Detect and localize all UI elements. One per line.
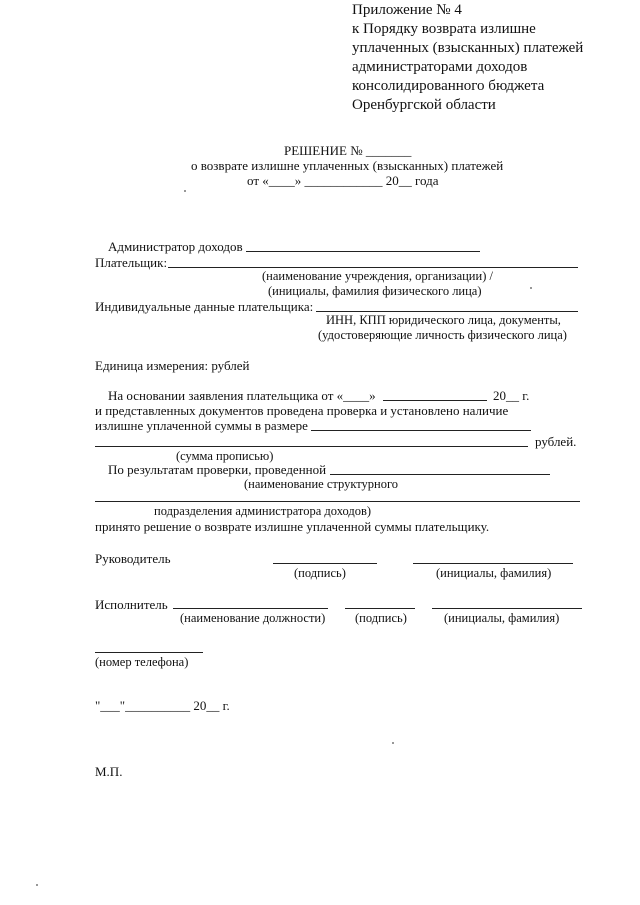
executor-initials-line[interactable] <box>432 608 582 609</box>
decision-subtitle: о возврате излишне уплаченных (взысканных) платежей <box>191 158 504 173</box>
admin-input-line[interactable] <box>246 251 480 252</box>
sum-line: излишне уплаченной суммы в размере <box>95 418 308 433</box>
payer-input-line[interactable] <box>168 267 578 268</box>
individual-hint-inn: ИНН, КПП юридического лица, документы, <box>326 313 561 327</box>
basis-line: На основании заявления плательщика от «____» <box>108 388 376 403</box>
department-name-input-line[interactable] <box>95 501 580 502</box>
appendix-line: к Порядку возврата излишне <box>352 21 536 37</box>
year-mark: 20__ г. <box>493 388 530 403</box>
payer-hint-org: (наименование учреждения, организации) / <box>262 269 493 283</box>
scan-speck <box>392 742 394 744</box>
scan-speck <box>36 884 38 886</box>
executor-position-hint: (наименование должности) <box>180 611 326 625</box>
department-input-line[interactable] <box>330 474 550 475</box>
sum-words-input-line[interactable] <box>95 446 528 447</box>
appendix-line: Оренбургской области <box>352 97 496 113</box>
decision-heading: РЕШЕНИЕ № _______ <box>284 143 412 158</box>
structural-unit-hint: (наименование структурного <box>244 477 399 491</box>
admin-label: Администратор доходов <box>108 239 243 254</box>
head-initials-line[interactable] <box>413 563 573 564</box>
scan-speck <box>530 287 532 289</box>
scan-speck <box>184 190 186 192</box>
phone-input-line[interactable] <box>95 652 203 653</box>
rubles-label: рублей. <box>535 434 577 449</box>
phone-hint: (номер телефона) <box>95 655 189 669</box>
sum-input-line[interactable] <box>311 430 531 431</box>
head-signature-line[interactable] <box>273 563 377 564</box>
stamp-label: М.П. <box>95 764 123 779</box>
signing-date-line: "___"__________ 20__ г. <box>95 698 230 713</box>
application-date-input-line[interactable] <box>383 400 487 401</box>
sum-in-words-hint: (сумма прописью) <box>176 449 274 463</box>
check-line: По результатам проверки, проведенной <box>108 462 327 477</box>
executor-initials-hint: (инициалы, фамилия) <box>444 611 560 625</box>
executor-label: Исполнитель <box>95 597 168 612</box>
decision-line: принято решение о возврате излишне уплаченной суммы плательщику. <box>95 519 490 534</box>
subdivision-hint: подразделения администратора доходов) <box>154 504 372 518</box>
head-signature-hint: (подпись) <box>294 566 346 580</box>
documents-line: и представленных документов проведена проверка и установлено наличие <box>95 403 509 418</box>
appendix-line: администраторами доходов <box>352 59 528 75</box>
head-initials-hint: (инициалы, фамилия) <box>436 566 552 580</box>
appendix-line: консолидированного бюджета <box>352 78 545 94</box>
executor-signature-line[interactable] <box>345 608 415 609</box>
appendix-line: уплаченных (взысканных) платежей <box>352 40 584 56</box>
payer-label: Плательщик: <box>95 255 168 270</box>
individual-data-input-line[interactable] <box>316 311 578 312</box>
payer-hint-person: (инициалы, фамилия физического лица) <box>268 284 482 298</box>
individual-data-label: Индивидуальные данные плательщика: <box>95 299 314 314</box>
unit-of-measure: Единица измерения: рублей <box>95 358 250 373</box>
appendix-line: Приложение № 4 <box>352 2 462 18</box>
decision-date-line: от «____» ____________ 20__ года <box>247 173 439 188</box>
appendix-header <box>352 1 583 115</box>
executor-signature-hint: (подпись) <box>355 611 407 625</box>
individual-hint-documents: (удостоверяющие личность физического лица) <box>318 328 567 342</box>
executor-position-line[interactable] <box>173 608 328 609</box>
head-label: Руководитель <box>95 551 171 566</box>
